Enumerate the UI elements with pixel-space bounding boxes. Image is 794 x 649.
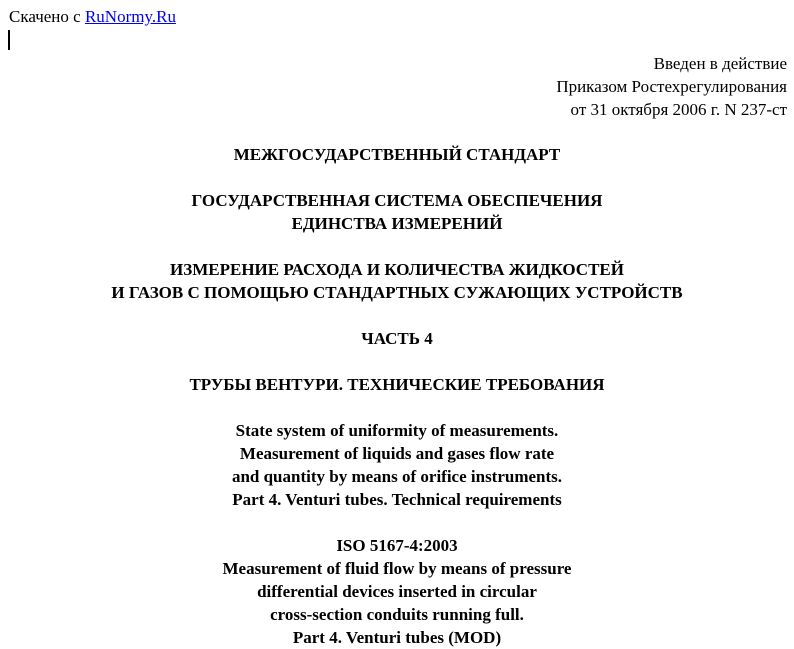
text-cursor [8,30,10,50]
venturi-heading-line: ТРУБЫ ВЕНТУРИ. ТЕХНИЧЕСКИЕ ТРЕБОВАНИЯ [189,375,605,394]
approval-line-2: Приказом Ростехрегулирования [556,77,787,96]
interstate-standard-heading [0,143,794,166]
english-title-line-2: Measurement of liquids and gases flow rate [239,444,555,463]
approval-block [556,52,787,121]
english-title-line-4: Part 4. Venturi tubes. Technical requirements [232,490,562,509]
approval-line-3: от 31 октября 2006 г. N 237-ст [570,100,787,119]
english-title [0,419,794,511]
measurement-heading-line-2: И ГАЗОВ С ПОМОЩЬЮ СТАНДАРТНЫХ СУЖАЮЩИХ УСТРОЙСТВ [111,283,683,302]
gsi-heading-line-2: ЕДИНСТВА ИЗМЕРЕНИЙ [291,214,503,233]
interstate-standard-line: МЕЖГОСУДАРСТВЕННЫЙ СТАНДАРТ [233,145,561,164]
iso-title-line-4: Part 4. Venturi tubes (MOD) [292,628,502,647]
download-notice-prefix: Скачено с [9,7,85,26]
iso-block [0,534,794,649]
iso-title-line-1: Measurement of fluid flow by means of pressure [222,559,572,578]
measurement-heading-line-1: ИЗМЕРЕНИЕ РАСХОДА И КОЛИЧЕСТВА ЖИДКОСТЕЙ [170,260,624,279]
iso-title-line-2: differential devices inserted in circular [257,582,537,601]
runormy-link[interactable]: RuNormy.Ru [84,7,176,26]
part-heading-line: ЧАСТЬ 4 [361,329,433,348]
approval-line-1: Введен в действие [653,54,787,73]
iso-title-line-3: cross-section conduits running full. [270,605,524,624]
gsi-heading [0,189,794,235]
measurement-heading [0,258,794,304]
gsi-heading-line-1: ГОСУДАРСТВЕННАЯ СИСТЕМА ОБЕСПЕЧЕНИЯ [191,191,603,210]
download-notice [9,6,176,27]
english-title-line-1: State system of uniformity of measurements. [235,421,559,440]
iso-designation: ISO 5167-4:2003 [336,536,458,555]
part-heading [0,327,794,350]
venturi-heading [0,373,794,396]
english-title-line-3: and quantity by means of orifice instruments. [231,467,563,486]
